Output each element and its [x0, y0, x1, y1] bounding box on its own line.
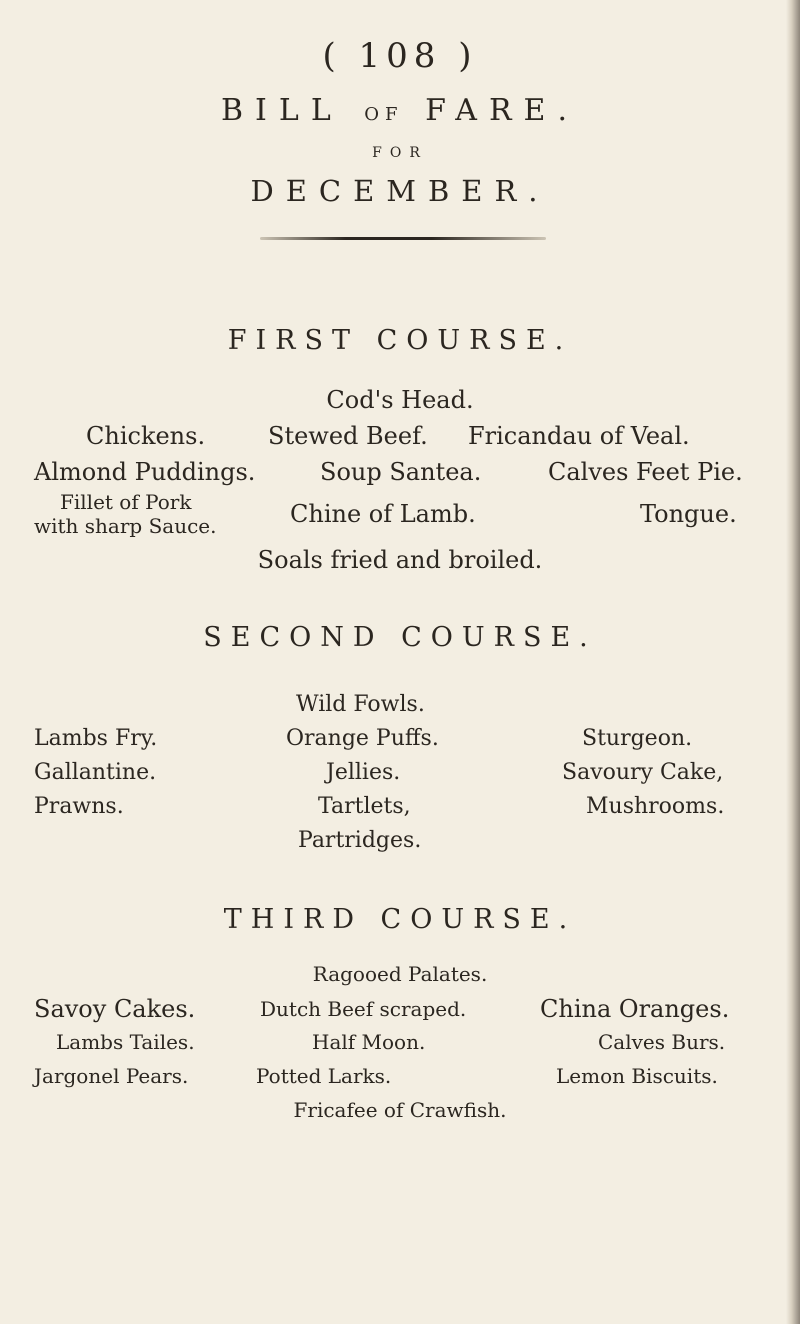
third-course-item: Calves Burs. — [598, 1030, 726, 1054]
second-course-item: Tartlets, — [318, 794, 411, 819]
second-course-item: Savoury Cake, — [562, 760, 724, 785]
second-course-item: Lambs Fry. — [34, 726, 158, 751]
heading-fare: FARE. — [425, 93, 579, 128]
first-course-center-top: Cod's Head. — [326, 386, 474, 414]
second-course-title: SECOND COURSE. — [203, 622, 597, 653]
second-course-item: Gallantine. — [34, 760, 157, 785]
bill-of-fare-heading — [0, 93, 800, 128]
first-course-item: Stewed Beef. — [268, 422, 428, 450]
first-course-title: FIRST COURSE. — [227, 325, 573, 356]
first-course-item: with sharp Sauce. — [34, 514, 217, 538]
first-course-item: Fricandau of Veal. — [468, 422, 690, 450]
third-course-item: Savoy Cakes. — [34, 995, 196, 1023]
third-course-item: Half Moon. — [312, 1030, 426, 1054]
third-course-center-bottom: Fricafee of Crawfish. — [293, 1098, 507, 1122]
third-course-item: Lemon Biscuits. — [556, 1064, 718, 1088]
third-course-item: Potted Larks. — [256, 1064, 392, 1088]
heading-month: DECEMBER. — [250, 174, 550, 208]
third-course-item: Jargonel Pears. — [34, 1064, 189, 1088]
first-course-item: Almond Puddings. — [34, 458, 256, 486]
first-course-item: Chickens. — [86, 422, 206, 450]
second-course-item: Partridges. — [298, 828, 422, 853]
second-course-item: Orange Puffs. — [286, 726, 439, 751]
second-course-item: Sturgeon. — [582, 726, 693, 751]
first-course-item: Tongue. — [640, 500, 737, 528]
third-course-item: Dutch Beef scraped. — [260, 997, 467, 1021]
second-course-item: Wild Fowls. — [296, 692, 425, 717]
first-course-item: Soup Santea. — [320, 458, 482, 486]
third-course-item: China Oranges. — [540, 995, 730, 1023]
first-course-item: Fillet of Pork — [60, 490, 192, 514]
heading-bill: BILL — [221, 93, 343, 128]
first-course-center-bottom: Soals fried and broiled. — [257, 546, 543, 574]
divider-rule — [260, 237, 546, 240]
first-course-item: Chine of Lamb. — [290, 500, 476, 528]
second-course-item: Jellies. — [326, 760, 401, 785]
third-course-item: Lambs Tailes. — [56, 1030, 195, 1054]
third-course-center-top: Ragooed Palates. — [312, 962, 488, 986]
second-course-item: Prawns. — [34, 794, 124, 819]
heading-for: FOR — [372, 145, 428, 161]
third-course-title: THIRD COURSE. — [223, 904, 577, 935]
heading-of: OF — [364, 104, 404, 125]
first-course-item: Calves Feet Pie. — [548, 458, 743, 486]
page-number: ( 108 ) — [322, 36, 478, 76]
second-course-item: Mushrooms. — [586, 794, 725, 819]
